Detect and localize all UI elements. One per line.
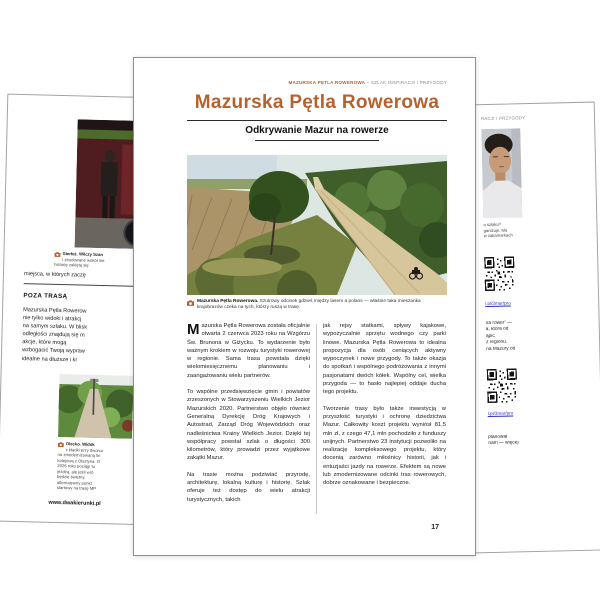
caption-lead: Gierłoż. Wilczy Szan <box>62 251 103 258</box>
caption-lead: Olecko. Widok <box>65 441 95 447</box>
caption-text: Szutrowy odcinek gdzieś między lasem a polami — właśnie taka mieszanka krajobrazów czeka na tych, którzy ruszą w trasę. <box>197 299 421 311</box>
caption-line: i zbudowane wokół nie <box>62 256 105 263</box>
camera-icon <box>58 442 64 447</box>
text-line: nam — więcej <box>488 440 519 447</box>
caption-line: z kładki przy dworcu <box>65 446 104 453</box>
website-url[interactable]: www.dwakierunki.pl <box>48 499 101 508</box>
text-line: akcje, które mogą <box>22 339 67 347</box>
running-header-section: – SZLAK INSPIRACJI I PRZYGODY <box>365 80 447 85</box>
portrait-photo <box>481 128 522 218</box>
paragraph: Na trasie można podziwiać przyrodę, architekturę, lokalną kulturę i historię. Szlak oferuje też dostęp do wielu atrakcji turystycznych, takich <box>187 471 310 503</box>
right-page-text-fragments-bottom <box>488 434 550 448</box>
running-header <box>187 80 447 85</box>
qr-code-icon <box>484 256 515 291</box>
paragraph: Mazurska Pętla Rowerowa została oficjalnie otwarta 2 czerwca 2023 roku na Wzgórzu Św. Brunona w Giżycku. To wydarzenie było ważnym krokiem w rozwoju turystyki rowerowej w regionie. Sama trasa powstała dzięki wielomiesięcznemu planowaniu i zaangażowaniu wielu partnerów. <box>187 321 310 379</box>
paragraph: To wspólne przedsięwzięcie gmin i powiatów zrzeszonych w Stowarzyszeniu Wielkich Jezior Mazurskich 2020. Partnerstwo objęło również Generalną Dyrekcję Dróg Krajowych i Autostrad, Zarząd Dróg Wojewódzkich oraz nadleśnictwa Krainy Wielkich Jezior. Dzięki tej współpracy powstał szlak o długości 300 kilometrów, który prowadzi przez wyjątkowe zakątki Mazur. <box>187 389 310 462</box>
park-path-photo <box>58 374 134 439</box>
text-line: wzbogacić Twoją wypraw <box>22 347 85 356</box>
caption-line: ganizuje. Ma <box>483 227 508 233</box>
text-line: na samym szlaku. W blisk <box>22 323 88 331</box>
paragraph: Tworzenie trasy było także inwestycją w przyszłość turystyki i ochronę dziedzictwa Mazur. Całkowity koszt projektu wyniósł 81,5 mln zł, z czego 47,1 mln pochodziło z funduszy unijnych. Partnerstwo 23 instytucji pozwoliło na realizację kompleksowego projektu, który docenią zarówno miłośnicy historii, jak i entuzjaści jazdy na rowerze. Efektem są nowe lub zmodernizowane odcinki tras rowerowych, dobrze oznakowane i bezpieczne. <box>323 405 446 487</box>
left-page-paragraph <box>22 306 141 366</box>
text-line: na Mazury od <box>486 346 516 352</box>
running-header-title: MAZURSKA PĘTLA ROWEROWA <box>288 80 366 85</box>
page-number: 17 <box>431 524 439 531</box>
center-page <box>133 57 476 556</box>
text-line: na rower” — <box>485 320 513 327</box>
section-divider <box>24 283 138 287</box>
page-subtitle: Odkrywanie Mazur na rowerze <box>245 125 389 136</box>
text-line: ąpić <box>485 333 495 339</box>
subtitle-rule <box>255 140 379 141</box>
body-column-right <box>323 322 446 518</box>
caption-line: w zakamarkach <box>483 232 513 239</box>
caption-line: kolejową z Olsztyna. O <box>57 457 101 464</box>
caption-line: jeżdżą, ale jeśli wró <box>57 468 94 475</box>
caption-line: historię zaklętą się <box>54 262 89 269</box>
camera-icon <box>54 252 60 257</box>
body-column-left <box>187 322 310 518</box>
text-line: a, która od <box>485 326 509 333</box>
caption-line: alternatywny punkt <box>56 479 92 486</box>
section-heading: POZA TRASĄ <box>23 292 68 301</box>
right-page-text-fragments <box>486 320 549 353</box>
text-line: idealne na dłuższe i kr <box>21 355 78 363</box>
title-rule <box>187 120 447 121</box>
right-page <box>455 102 600 554</box>
right-page-caption-fragments <box>483 221 543 239</box>
page-title: Mazurska Pętla Rowerowa <box>194 92 440 113</box>
caption-line: 2026 roku pociągi tu <box>57 462 96 469</box>
text-line: Mazurska Pętla Rowerow <box>23 307 87 315</box>
caption-line: startowy na trasę MP <box>56 484 97 491</box>
drop-cap: M <box>187 321 200 338</box>
left-page-photo-caption-bottom <box>57 441 136 492</box>
paragraph: jak rejsy statkami, spływy kajakowe, wypożyczalnie sprzętu wodnego czy parki linowe. Mazurska Pętla Rowerowa to idealna propozycja dla osób ceniących aktywny wypoczynek i nowe przygody. To także okazja do spotkań i wspólnego podróżowania z innymi pasjonatami dwóch kółek. Wspólny cel, wielka przygoda — to hasło najlepiej oddaje ducha tego projektu. <box>323 323 446 396</box>
text-line: nie tylko widoki i atrakcj <box>22 315 82 323</box>
qr-link[interactable]: l.pl/3mar/pro <box>485 300 511 307</box>
body-columns <box>187 322 447 518</box>
text-line: z regionu. <box>486 339 508 346</box>
qr-link[interactable]: l.pl/3mar/pro <box>487 410 514 417</box>
main-landscape-photo <box>187 155 447 295</box>
camera-icon <box>187 300 194 306</box>
left-page-intro-line: miejsca, w których zaczę <box>23 271 86 279</box>
left-page-photo-caption-top <box>54 251 144 270</box>
column-divider <box>316 324 317 514</box>
caption-line: na zmodernizowaną lin <box>57 451 101 459</box>
caption-line: będzie świetny, <box>56 473 86 480</box>
caption-line: o szlaku? <box>483 221 502 228</box>
main-photo-caption <box>187 299 447 312</box>
caption-lead: Mazurska Pętla Rowerowa. <box>197 299 259 304</box>
qr-code-icon <box>487 368 518 403</box>
text-line: planował <box>488 434 508 441</box>
text-line: odległości znajdują się m <box>22 331 85 339</box>
right-page-header-fragment: RACJI I PRZYGODY <box>480 115 526 122</box>
